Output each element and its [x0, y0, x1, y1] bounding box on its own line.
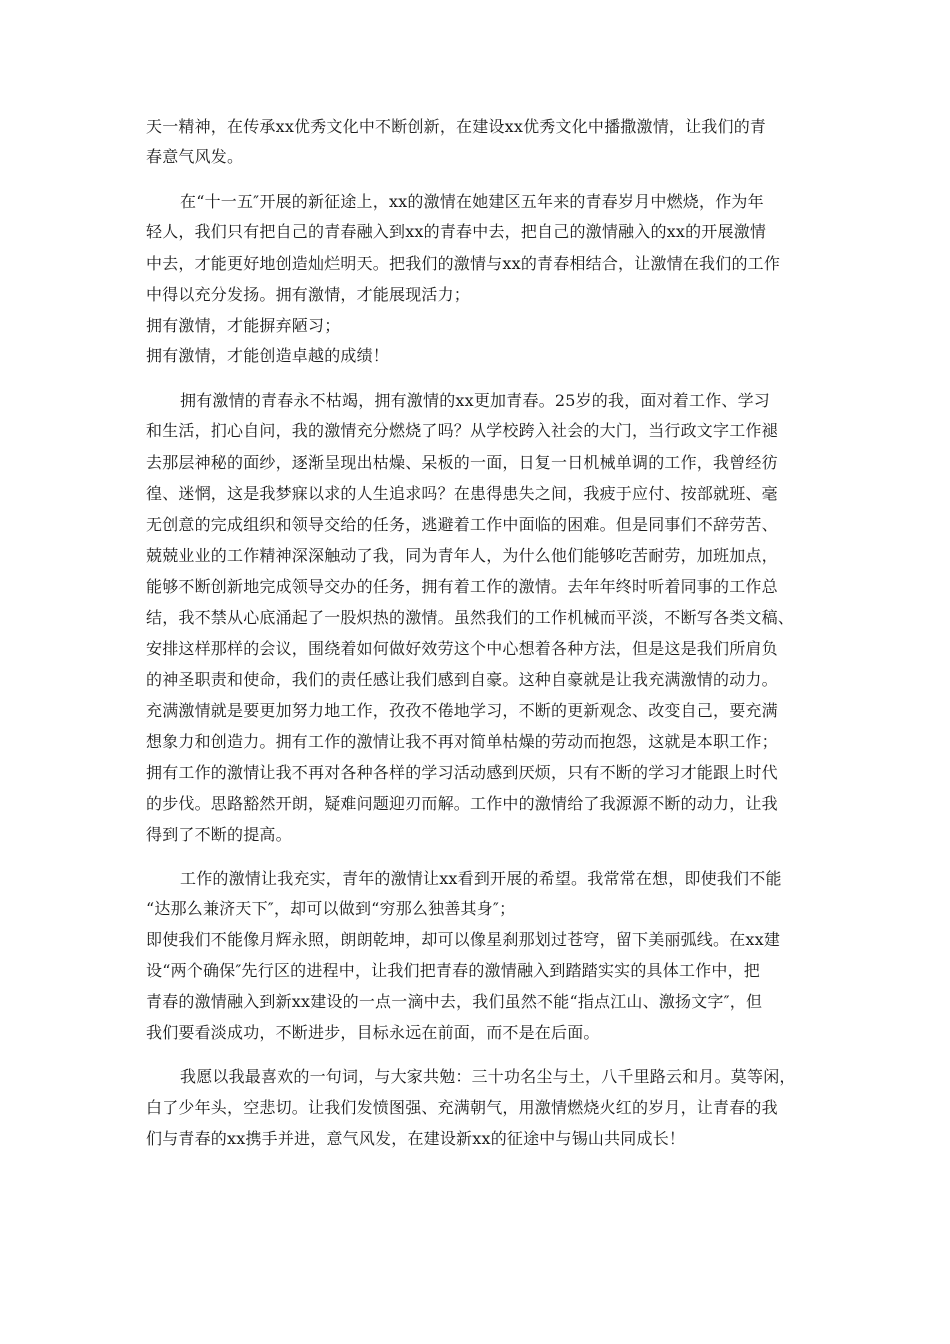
text-line: 去那层神秘的面纱，逐渐呈现出枯燥、呆板的一面，日复一日机械单调的工作，我曾经彷	[146, 453, 778, 472]
text-line: 天一精神，在传承xx优秀文化中不断创新，在建设xx优秀文化中播撒激情，让我们的青	[146, 117, 767, 136]
text-line: 在“十一五″开展的新征途上，xx的激情在她建区五年来的青春岁月中燃烧，作为年	[180, 192, 764, 211]
text-line: 青春的激情融入到新xx建设的一点一滴中去，我们虽然不能“指点江山、激扬文字″，但	[146, 992, 763, 1011]
text-line: 我愿以我最喜欢的一句词，与大家共勉：三十功名尘与土，八千里路云和月。莫等闲，	[180, 1067, 796, 1086]
text-line: 兢兢业业的工作精神深深触动了我，同为青年人，为什么他们能够吃苦耐劳，加班加点，	[146, 546, 778, 565]
text-line: 轻人，我们只有把自己的青春融入到xx的青春中去，把自己的激情融入的xx的开展激情	[146, 222, 767, 241]
text-line: 拥有工作的激情让我不再对各种各样的学习活动感到厌烦，只有不断的学习才能跟上时代	[146, 763, 778, 782]
text-line: 徨、迷惘，这是我梦寐以求的人生追求吗？在患得患失之间，我疲于应付、按部就班、毫	[146, 484, 778, 503]
text-line: 想象力和创造力。拥有工作的激情让我不再对简单枯燥的劳动而抱怨，这就是本职工作；	[146, 732, 778, 751]
text-line: 即使我们不能像月辉永照，朗朗乾坤，却可以像星刹那划过苍穹，留下美丽弧线。在xx建	[146, 930, 781, 949]
text-line: 能够不断创新地完成领导交办的任务，拥有着工作的激情。去年年终时听着同事的工作总	[146, 577, 778, 596]
text-line: 们与青春的xx携手并进，意气风发，在建设新xx的征途中与锡山共同成长！	[146, 1129, 686, 1148]
text-line: 安排这样那样的会议，围绕着如何做好效劳这个中心想着各种方法，但是这是我们所肩负	[146, 639, 778, 658]
text-line: 春意气风发。	[146, 147, 244, 166]
text-line: 得到了不断的提高。	[146, 825, 292, 844]
text-line: 拥有激情，才能摒弃陋习；	[146, 316, 341, 335]
text-line: 拥有激情，才能创造卓越的成绩！	[146, 346, 390, 365]
text-line: 无创意的完成组织和领导交给的任务，逃避着工作中面临的困难。但是同事们不辞劳苦、	[146, 515, 778, 534]
text-line: 我们要看淡成功，不断进步，目标永远在前面，而不是在后面。	[146, 1023, 600, 1042]
text-line: 设“两个确保″先行区的进程中，让我们把青春的激情融入到踏踏实实的具体工作中，把	[146, 961, 760, 980]
text-line: “达那么兼济天下″，却可以做到“穷那么独善其身″；	[146, 899, 516, 918]
text-line: 白了少年头，空悲切。让我们发愤图强、充满朝气，用激情燃烧火红的岁月，让青春的我	[146, 1098, 778, 1117]
text-line: 结，我不禁从心底涌起了一股炽热的激情。虽然我们的工作机械而平淡，不断写各类文稿、	[146, 608, 795, 627]
text-line: 充满激情就是要更加努力地工作，孜孜不倦地学习，不断的更新观念、改变自己，要充满	[146, 701, 778, 720]
text-line: 中去，才能更好地创造灿烂明天。把我们的激情与xx的青春相结合，让激情在我们的工作	[146, 254, 781, 273]
text-line: 中得以充分发扬。拥有激情，才能展现活力；	[146, 285, 471, 304]
text-line: 拥有激情的青春永不枯竭，拥有激情的xx更加青春。25岁的我，面对着工作、学习	[180, 391, 771, 410]
text-line: 工作的激情让我充实，青年的激情让xx看到开展的希望。我常常在想，即使我们不能	[180, 869, 782, 888]
text-line: 的步伐。思路豁然开朗，疑难问题迎刃而解。工作中的激情给了我源源不断的动力，让我	[146, 794, 778, 813]
text-line: 的神圣职责和使命，我们的责任感让我们感到自豪。这种自豪就是让我充满激情的动力。	[146, 670, 778, 689]
text-line: 和生活，扪心自问，我的激情充分燃烧了吗？从学校跨入社会的大门，当行政文字工作褪	[146, 421, 778, 440]
